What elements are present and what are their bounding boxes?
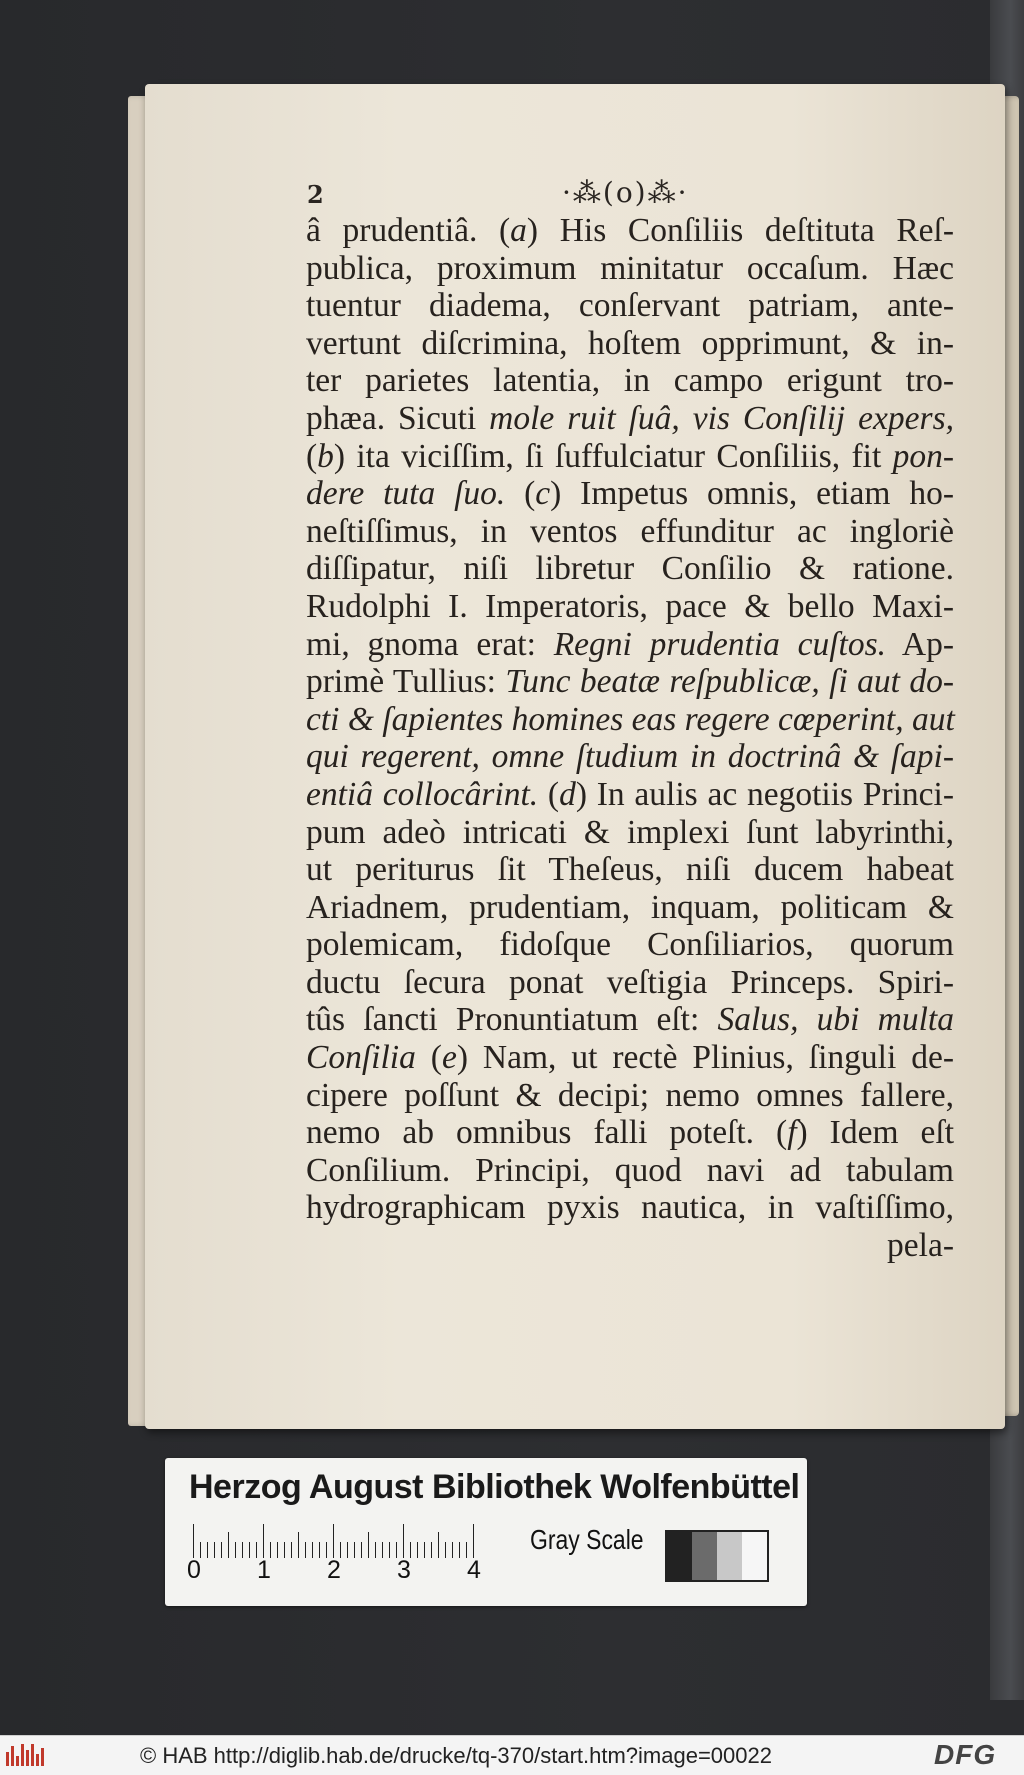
- text-run: ) Idem eſt: [796, 1114, 954, 1152]
- text-line: [306, 1039, 954, 1077]
- gray-swatch: [667, 1532, 692, 1580]
- ruler-label: 0: [187, 1556, 201, 1584]
- text-line: [306, 513, 954, 551]
- body-text: [306, 212, 954, 1265]
- ruler-tick: [333, 1524, 334, 1558]
- text-run: ) In aulis ac negotiis Princi-: [575, 775, 955, 813]
- text-line: [306, 475, 954, 513]
- text-line: [306, 325, 954, 363]
- text-line: [306, 1077, 954, 1115]
- text-line: [306, 926, 954, 964]
- italic-text: pon-: [892, 437, 954, 475]
- text-run: pum adeò intricati & implexi ſunt labyrinthi,: [306, 813, 954, 851]
- gray-swatch: [692, 1532, 717, 1580]
- text-line: [306, 1152, 954, 1190]
- text-line: [306, 287, 954, 325]
- ruler-scale: [193, 1522, 503, 1558]
- italic-text: Tunc beatæ reſpublicæ, ſi aut do-: [505, 663, 954, 701]
- text-run: (: [538, 775, 560, 813]
- color-target-card: [165, 1458, 807, 1606]
- text-run: ) ita viciſſim, ſi ſuffulciatur Conſiliis, fit: [333, 437, 893, 475]
- italic-text: qui regerent, omne ſtudium in doctrinâ & ſapi-: [306, 738, 954, 776]
- text-line: [306, 1189, 954, 1227]
- text-run: ter parietes latentia, in campo erigunt tro-: [306, 362, 954, 400]
- footer-bar: [0, 1735, 1024, 1775]
- text-run: (: [415, 1039, 442, 1077]
- text-run: tûs ſancti Pronuntiatum eſt:: [306, 1001, 718, 1039]
- text-line: [306, 814, 954, 852]
- italic-text: f: [787, 1114, 797, 1152]
- text-run: diſſipatur, niſi libretur Conſilio & ratione.: [306, 550, 954, 588]
- text-line: [306, 701, 954, 739]
- logo-bar: [6, 1752, 9, 1766]
- text-run: ductu ſecura ponat veſtigia Princeps. Spiri-: [306, 963, 954, 1001]
- text-run: (: [505, 475, 536, 513]
- ruler-tick: [263, 1524, 264, 1558]
- ruler-labels: [187, 1556, 507, 1596]
- logo-bar: [36, 1754, 39, 1766]
- text-run: mi, gnoma erat:: [306, 625, 554, 663]
- ruler-label: 4: [467, 1556, 481, 1584]
- gray-scale-label: Gray Scale: [530, 1524, 644, 1555]
- italic-text: cti & ſapientes homines eas regere cœperint, aut: [306, 700, 955, 738]
- hab-logo-icon: [6, 1744, 46, 1766]
- text-run: nemo ab omnibus falli poteſt. (: [306, 1114, 788, 1152]
- text-line: [306, 362, 954, 400]
- page-number: 2: [307, 180, 324, 209]
- page-header: [307, 176, 967, 216]
- text-run: ) Nam, ut rectè Plinius, ſinguli de-: [456, 1039, 955, 1077]
- logo-bar: [26, 1750, 29, 1766]
- text-line: [306, 1114, 954, 1152]
- ruler-tick: [193, 1524, 194, 1558]
- logo-bar: [41, 1748, 44, 1766]
- footer-copyright-url[interactable]: © HAB http://diglib.hab.de/drucke/tq-370/start.htm?image=00022: [140, 1743, 772, 1768]
- text-run: Conſilium. Principi, quod navi ad tabulam: [306, 1151, 954, 1189]
- text-line: [306, 889, 954, 927]
- text-run: phæa. Sicuti: [306, 399, 490, 437]
- ruler-tick: [473, 1524, 474, 1558]
- text-run: Ap-: [886, 625, 954, 663]
- text-run: cipere poſſunt & decipi; nemo omnes fallere,: [306, 1076, 954, 1114]
- italic-text: e: [441, 1039, 457, 1077]
- text-line: [306, 550, 954, 588]
- text-line: [306, 212, 954, 250]
- ruler-label: 1: [257, 1556, 271, 1584]
- text-run: polemicam, fidoſque Conſiliarios, quorum: [306, 926, 954, 964]
- gray-swatch: [717, 1532, 742, 1580]
- text-line: [306, 663, 954, 701]
- text-line: [306, 851, 954, 889]
- text-run: Ariadnem, prudentiam, inquam, politicam &: [306, 888, 954, 926]
- text-line: [306, 1001, 954, 1039]
- text-run: hydrographicam pyxis nautica, in vaſtiſſimo,: [306, 1189, 954, 1227]
- logo-bar: [11, 1746, 14, 1766]
- text-line: [306, 776, 954, 814]
- gray-swatch: [742, 1532, 767, 1580]
- text-line: [306, 964, 954, 1002]
- text-line: [306, 626, 954, 664]
- ruler-tick: [403, 1524, 404, 1558]
- italic-text: Conſilia: [306, 1039, 416, 1077]
- gray-scale-swatches: [665, 1530, 769, 1582]
- text-run: publica, proximum minitatur occaſum. Hæc: [306, 249, 954, 287]
- library-title: Herzog August Bibliothek Wolfenbüttel: [189, 1468, 800, 1506]
- italic-text: dere tuta ſuo.: [306, 475, 506, 513]
- ruler-tick: [228, 1532, 229, 1558]
- text-run: primè Tullius:: [306, 663, 506, 701]
- italic-text: Regni prudentia cuſtos.: [553, 625, 886, 663]
- text-run: pela-: [887, 1227, 954, 1265]
- dfg-logo: DFG: [934, 1739, 997, 1770]
- text-run: ) Impetus omnis, etiam ho-: [550, 475, 954, 513]
- ruler-tick: [438, 1532, 439, 1558]
- text-line: [306, 400, 954, 438]
- italic-text: d: [559, 775, 576, 813]
- text-run: (: [306, 437, 318, 475]
- header-ornament: ·⁂(o)⁂·: [562, 176, 689, 209]
- italic-text: entiâ collocârint.: [306, 775, 539, 813]
- text-run: Rudolphi I. Imperatoris, pace & bello Maxi-: [306, 587, 954, 625]
- text-run: neſtiſſimus, in ventos effunditur ac ingloriè: [306, 512, 954, 550]
- italic-text: a: [510, 212, 527, 249]
- ruler-tick: [368, 1532, 369, 1558]
- text-run: ) His Conſiliis deſtituta Reſ-: [526, 212, 954, 249]
- text-run: vertunt diſcrimina, hoſtem opprimunt, & in-: [306, 324, 954, 362]
- italic-text: b: [317, 437, 334, 475]
- italic-text: mole ruit ſuâ, vis Conſilij expers,: [489, 399, 954, 437]
- logo-bar: [21, 1744, 24, 1766]
- ruler-label: 3: [397, 1556, 411, 1584]
- text-line: [306, 250, 954, 288]
- ruler-tick: [298, 1532, 299, 1558]
- ruler-label: 2: [327, 1556, 341, 1584]
- logo-bar: [16, 1756, 19, 1766]
- text-line: [306, 1227, 954, 1265]
- text-line: [306, 588, 954, 626]
- italic-text: Salus, ubi multa: [717, 1001, 954, 1039]
- text-line: [306, 738, 954, 776]
- text-line: [306, 438, 954, 476]
- italic-text: c: [535, 475, 551, 513]
- text-run: tuentur diadema, conſervant patriam, ante-: [306, 287, 954, 325]
- text-run: â prudentiâ. (: [306, 212, 511, 249]
- logo-bar: [31, 1744, 34, 1766]
- text-run: ut periturus ſit Theſeus, niſi ducem habeat: [306, 851, 954, 889]
